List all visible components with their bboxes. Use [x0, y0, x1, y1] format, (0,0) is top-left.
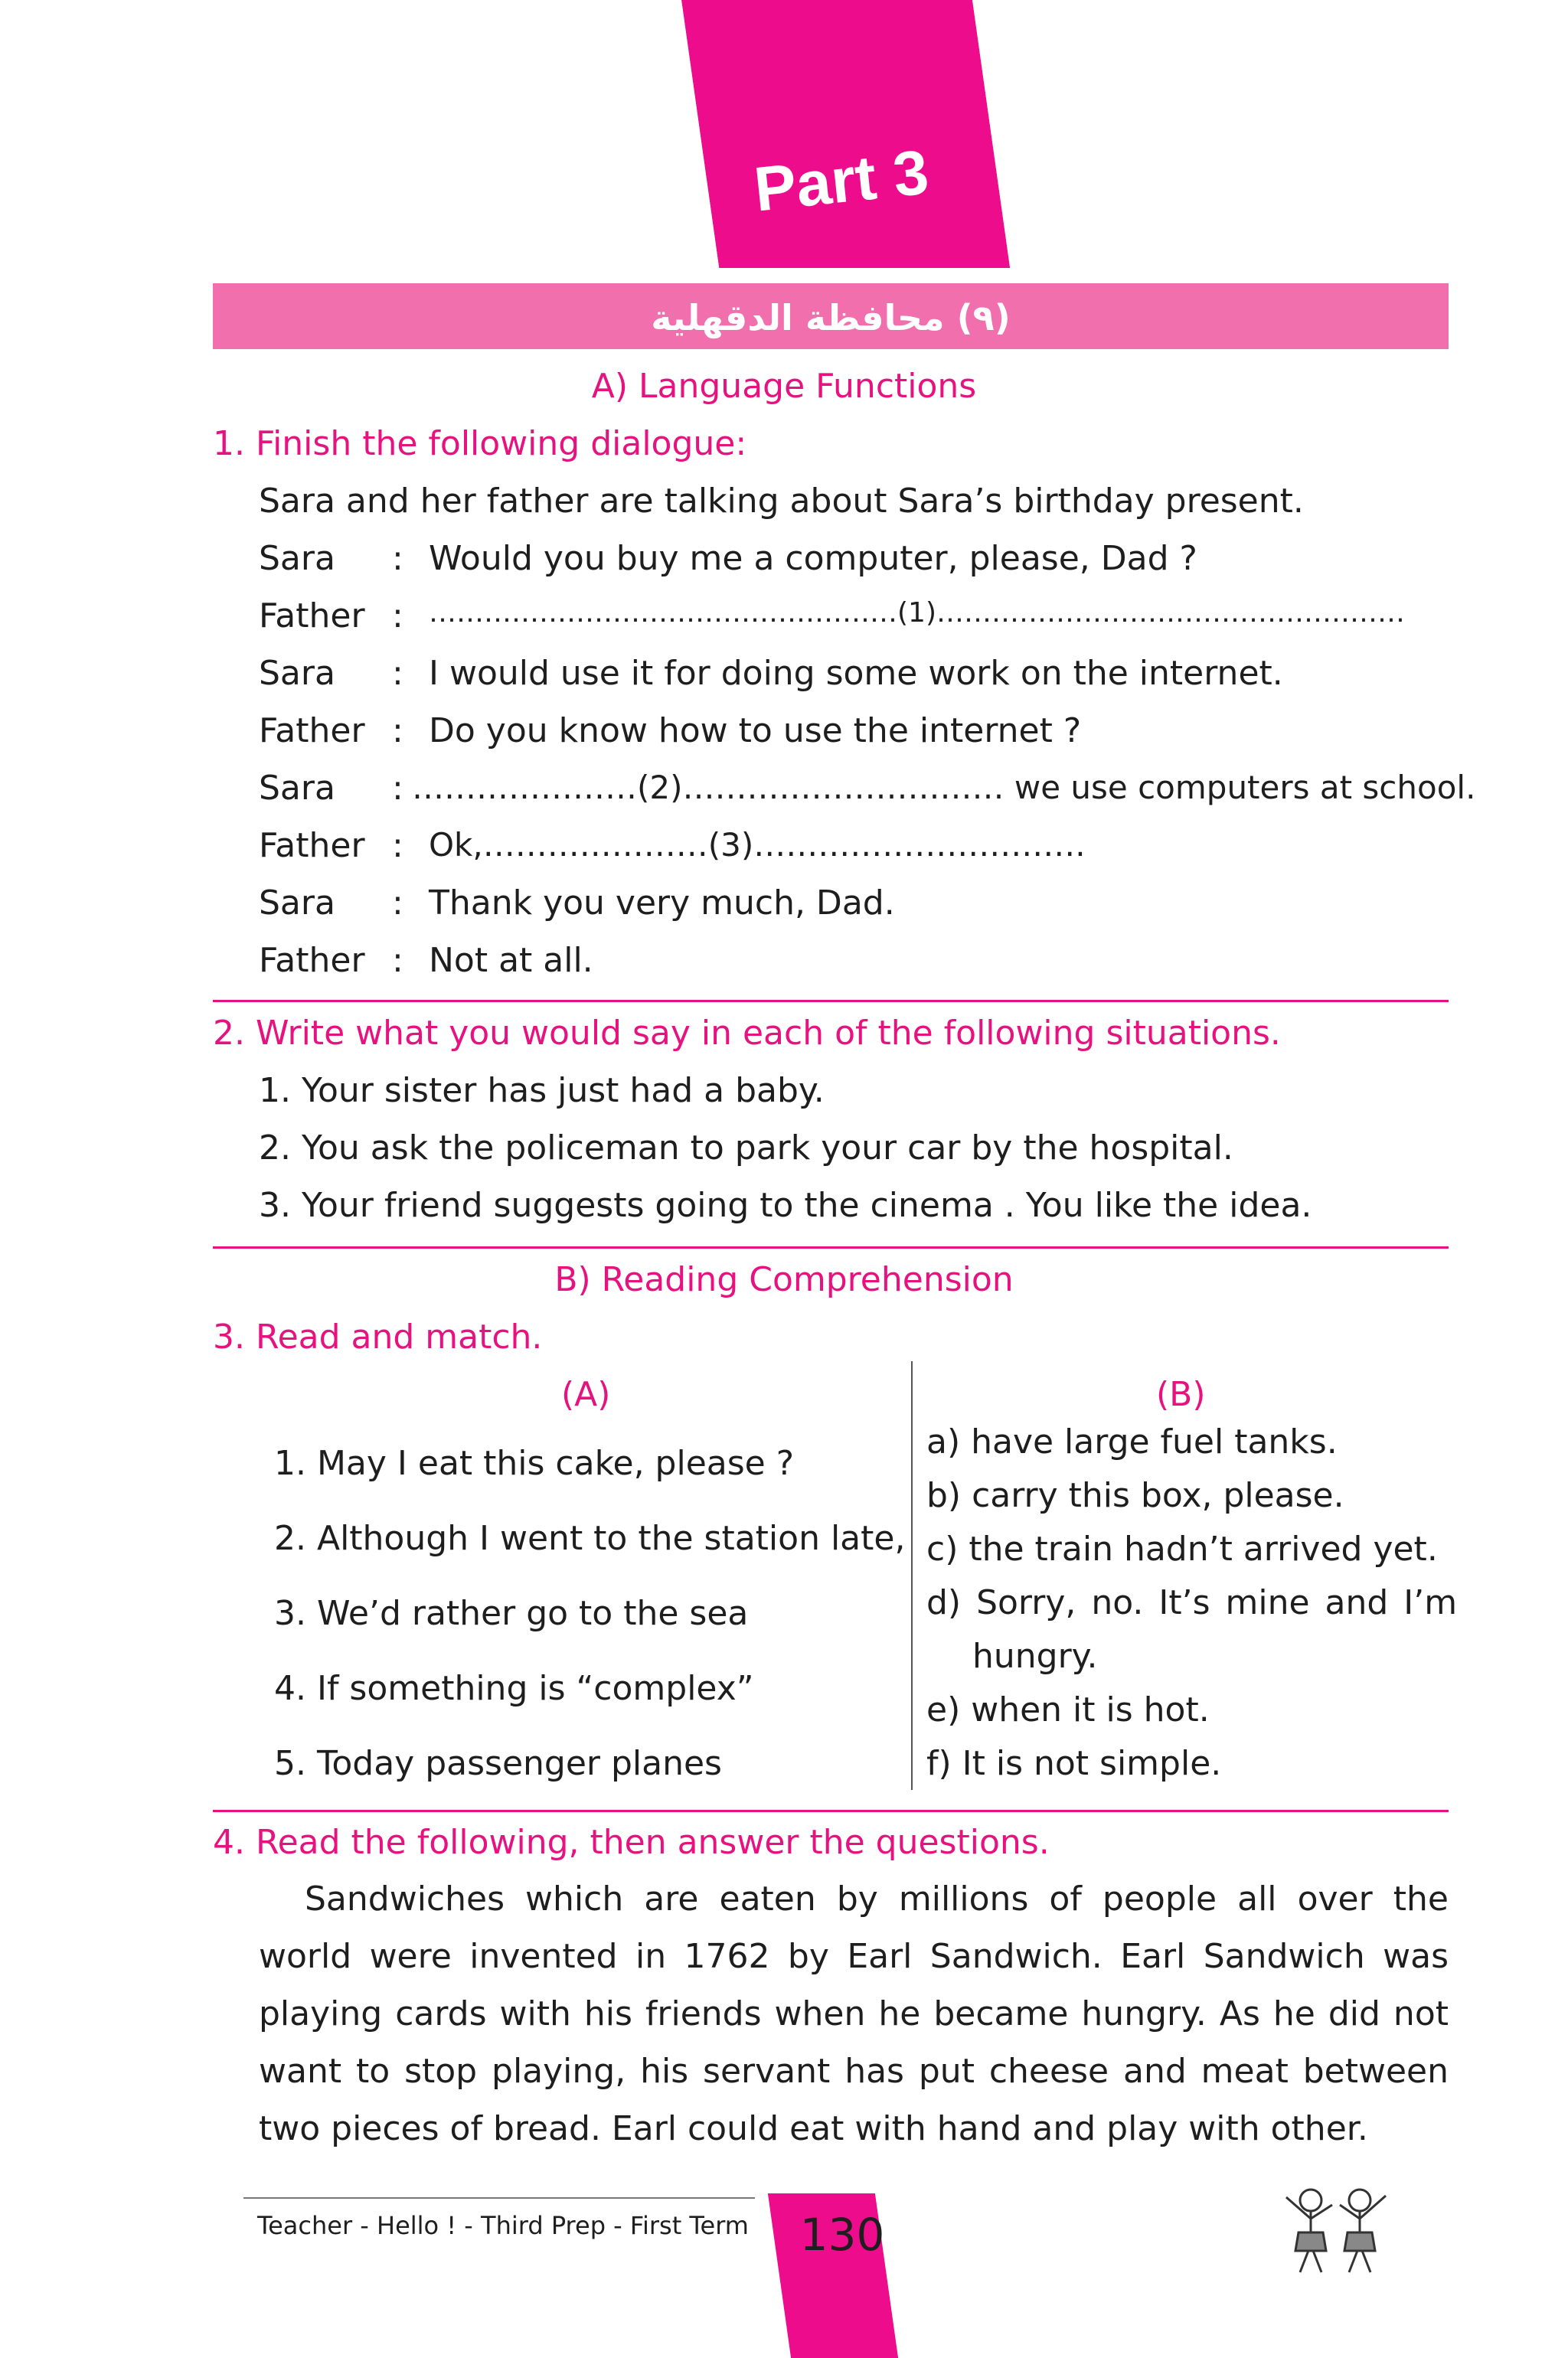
dialogue-colon: :: [392, 941, 403, 980]
section-b-title: B) Reading Comprehension: [554, 1260, 1014, 1299]
dialogue-speaker: Sara: [259, 883, 335, 923]
col-b-item: b) carry this box, please.: [926, 1476, 1344, 1515]
dialogue-speaker: Sara: [259, 654, 335, 693]
part-tab: [681, 0, 1010, 268]
q3-title: 3. Read and match.: [213, 1318, 543, 1357]
dialogue-colon: :: [392, 711, 403, 750]
q4-title: 4. Read the following, then answer the questions.: [213, 1823, 1050, 1862]
q1-title: 1. Finish the following dialogue:: [213, 424, 747, 463]
reading-passage: Sandwiches which are eaten by millions of people all over the world were invented in 1762 by Earl Sandwich. Earl Sandwich was playing cards with his friends when he became hungry. As he did not want to stop playing, his servant has put cheese and meat between two pieces of bread. Earl could eat with hand and play with other.: [259, 1880, 1449, 2148]
dialogue-speaker: Father: [259, 711, 365, 750]
dialogue-colon: :: [392, 539, 403, 578]
dialogue-speaker: Father: [259, 826, 365, 865]
governorate-header: [213, 283, 1449, 349]
q2-item: 2. You ask the policeman to park your car by the hospital.: [259, 1128, 1233, 1168]
divider: [213, 1246, 1449, 1249]
governorate-title: (٩) محافظة الدقهلية: [651, 297, 1011, 338]
dialogue-speaker: Sara: [259, 769, 335, 808]
section-a-title: A) Language Functions: [591, 367, 977, 406]
column-divider: [911, 1361, 913, 1790]
col-b-item-continued: hungry.: [972, 1637, 1098, 1676]
dialogue-speaker: Sara: [259, 539, 335, 578]
q2-title: 2. Write what you would say in each of the following situations.: [213, 1014, 1281, 1053]
footer-rule: [243, 2197, 755, 2199]
col-b-item: e) when it is hot.: [926, 1690, 1210, 1729]
dialogue-blank-1: ……………………………………………(1)……………………………………………: [429, 597, 1405, 629]
footer-book-title: Teacher - Hello ! - Third Prep - First Term: [257, 2211, 749, 2240]
dialogue-colon: :: [392, 654, 403, 693]
q2-item: 1. Your sister has just had a baby.: [259, 1071, 825, 1110]
col-b-item: f) It is not simple.: [926, 1744, 1222, 1783]
col-a-item: 2. Although I went to the station late,: [274, 1519, 906, 1558]
q2-item: 3. Your friend suggests going to the cinema . You like the idea.: [259, 1186, 1312, 1225]
dialogue-line: Do you know how to use the internet ?: [429, 711, 1082, 750]
col-b-item: c) the train hadn’t arrived yet.: [926, 1530, 1438, 1569]
col-b-item: a) have large fuel tanks.: [926, 1422, 1338, 1462]
dialogue-colon: :: [392, 769, 403, 808]
dialogue-speaker: Father: [259, 596, 365, 635]
dialogue-line: I would use it for doing some work on the internet.: [429, 654, 1283, 693]
dialogue-colon: :: [392, 596, 403, 635]
part-title: Part 3: [750, 137, 932, 225]
q1-intro: Sara and her father are talking about Sara’s birthday present.: [259, 482, 1304, 521]
dialogue-speaker: Father: [259, 941, 365, 980]
dialogue-blank-2: …………………(2)………………………… we use computers at school.: [412, 769, 1476, 806]
page-number: 130: [799, 2209, 885, 2261]
dialogue-line: Thank you very much, Dad.: [429, 883, 895, 923]
col-b-header: (B): [1156, 1375, 1206, 1414]
dialogue-blank-3: Ok,…………………(3)………………………….: [429, 826, 1086, 864]
col-a-item: 5. Today passenger planes: [274, 1744, 722, 1783]
col-a-item: 1. May I eat this cake, please ?: [274, 1444, 795, 1483]
col-a-header: (A): [561, 1375, 611, 1414]
dialogue-colon: :: [392, 826, 403, 865]
dialogue-colon: :: [392, 883, 403, 923]
dialogue-line: Would you buy me a computer, please, Dad ?: [429, 539, 1197, 578]
kids-illustration: [1263, 2174, 1409, 2281]
divider: [213, 1810, 1449, 1812]
col-a-item: 4. If something is “complex”: [274, 1669, 754, 1708]
col-b-item: d) Sorry, no. It’s mine and I’m: [926, 1583, 1458, 1622]
dialogue-line: Not at all.: [429, 941, 593, 980]
divider: [213, 1000, 1449, 1002]
col-a-item: 3. We’d rather go to the sea: [274, 1594, 749, 1633]
